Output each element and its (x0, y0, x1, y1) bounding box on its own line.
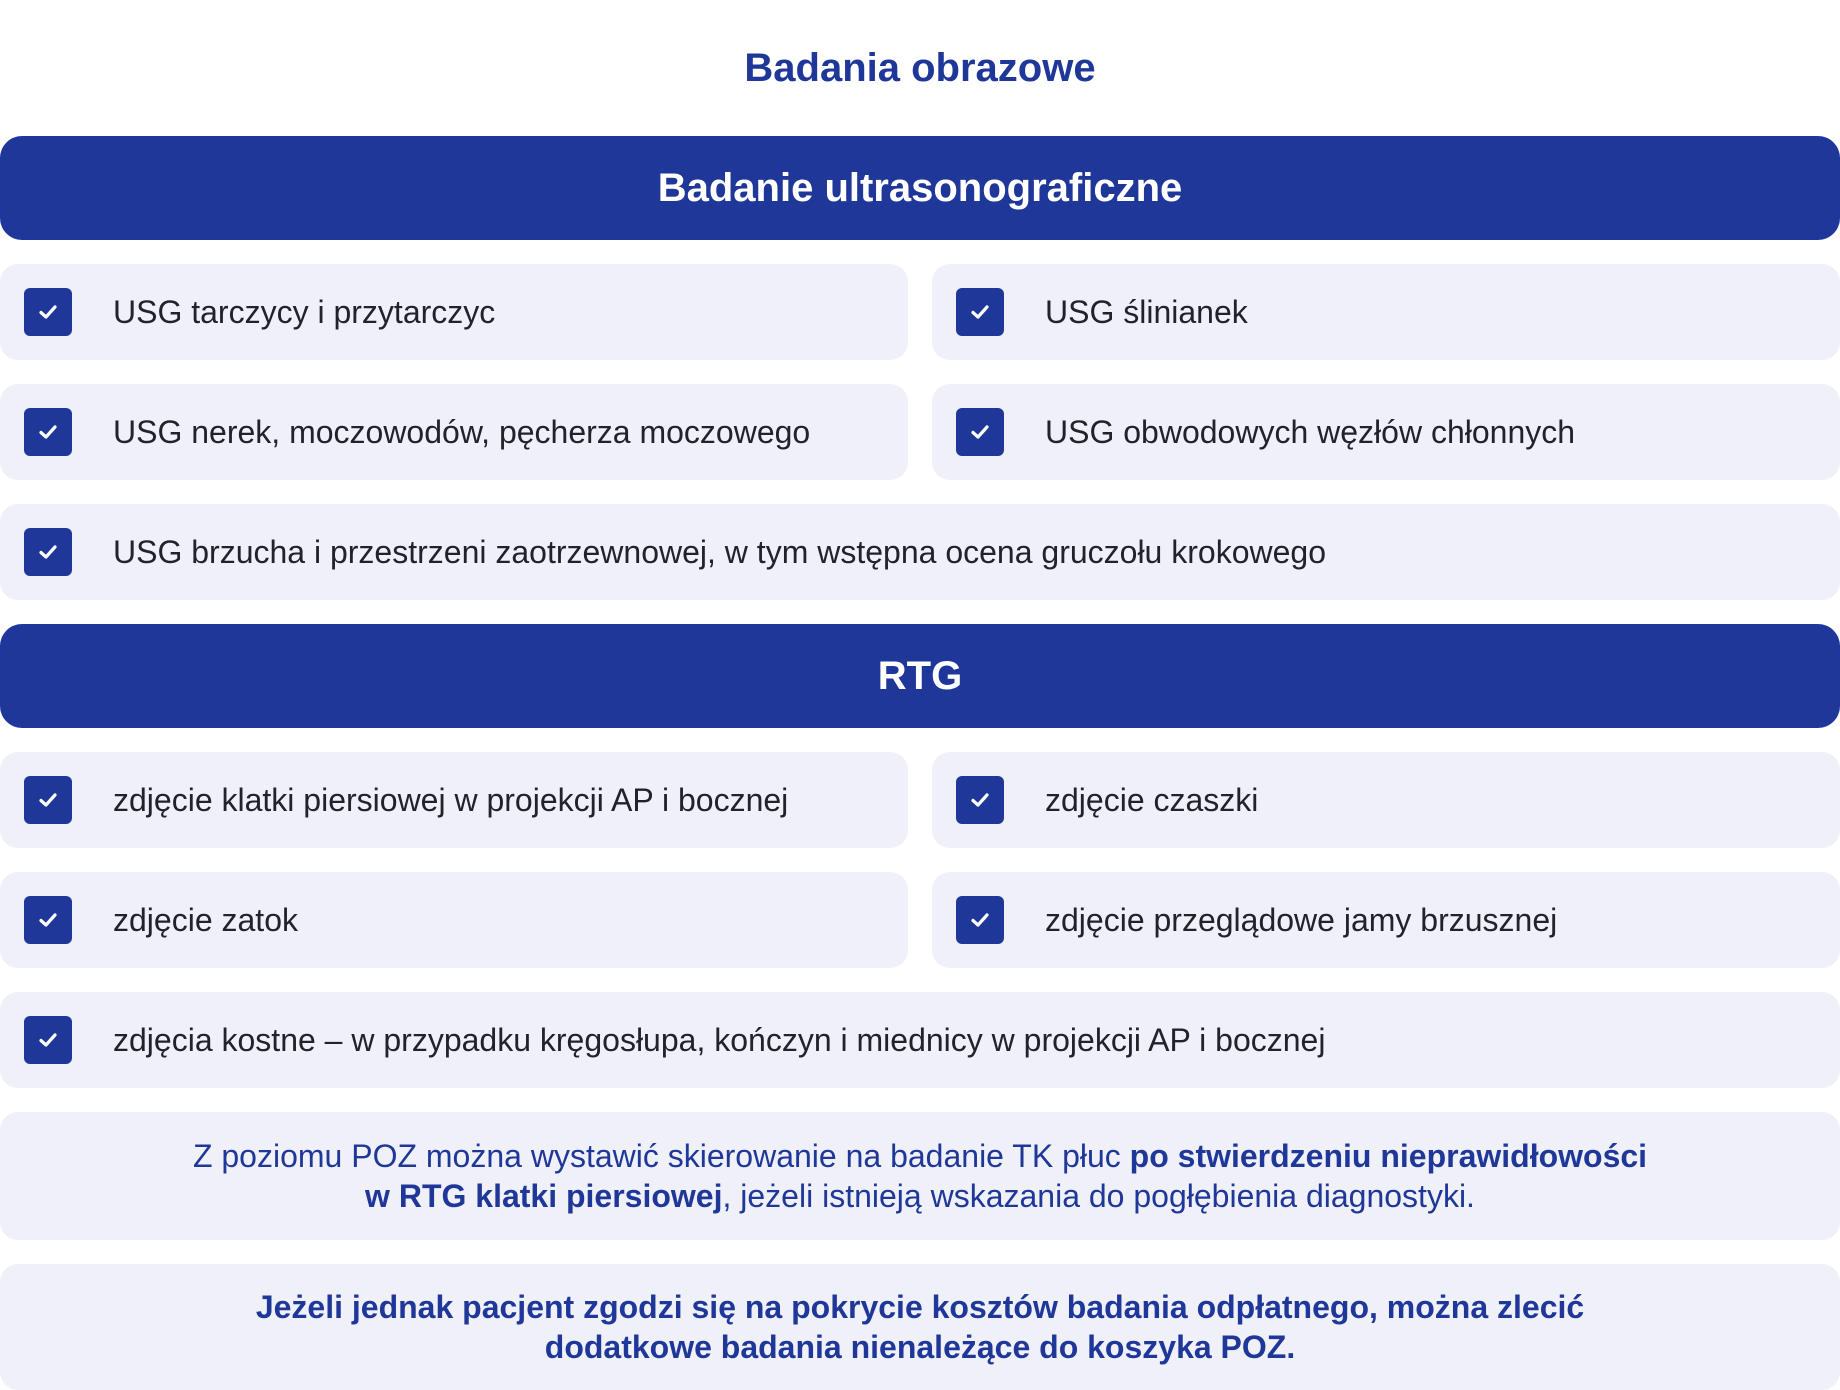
note-line (193, 1136, 1647, 1176)
note-line: Jeżeli jednak pacjent zgodzi się na pokrycie kosztów badania odpłatnego, można zlecić (255, 1289, 1585, 1325)
check-icon (956, 288, 1004, 336)
list-item-label: zdjęcie czaszki (1045, 781, 1259, 818)
list-item (0, 992, 1840, 1088)
list-item (932, 264, 1840, 360)
list-item-label: zdjęcia kostne – w przypadku kręgosłupa, kończyn i miednicy w projekcji AP i bocznej (113, 1021, 1326, 1058)
list-item-label: zdjęcie klatki piersiowej w projekcji AP i bocznej (113, 781, 789, 818)
list-item-label: USG ślinianek (1045, 293, 1248, 330)
note-bold-text: po stwierdzeniu nieprawidłowości (1129, 1138, 1648, 1174)
check-icon (956, 408, 1004, 456)
check-icon (956, 896, 1004, 944)
list-item (0, 264, 908, 360)
list-item (932, 872, 1840, 968)
check-icon (24, 776, 72, 824)
list-item (0, 752, 908, 848)
list-item (932, 384, 1840, 480)
check-icon (24, 288, 72, 336)
list-item-label: USG brzucha i przestrzeni zaotrzewnowej, w tym wstępna ocena gruczołu krokowego (113, 533, 1326, 570)
check-icon (956, 776, 1004, 824)
list-item-label: USG obwodowych węzłów chłonnych (1045, 413, 1576, 450)
note-line (365, 1176, 1475, 1216)
list-item (0, 384, 908, 480)
list-item (0, 872, 908, 968)
note-text: Z poziomu POZ można wystawić skierowanie na badanie TK płuc (192, 1138, 1130, 1174)
note-tk-referral (0, 1112, 1840, 1240)
note-paid-tests (0, 1264, 1840, 1390)
section-header-rtg: RTG (0, 624, 1840, 728)
list-item (932, 752, 1840, 848)
list-item (0, 504, 1840, 600)
check-icon (24, 528, 72, 576)
note-text: , jeżeli istnieją wskazania do pogłębienia diagnostyki. (722, 1178, 1475, 1214)
page-title: Badania obrazowe (744, 46, 1096, 90)
check-icon (24, 896, 72, 944)
list-item-label: USG tarczycy i przytarczyc (113, 293, 496, 330)
note-line: dodatkowe badania nienależące do koszyka POZ. (544, 1329, 1296, 1365)
section-header-usg: Badanie ultrasonograficzne (0, 136, 1840, 240)
list-item-label: zdjęcie przeglądowe jamy brzusznej (1045, 901, 1558, 938)
check-icon (24, 1016, 72, 1064)
note-bold-text: w RTG klatki piersiowej (365, 1178, 723, 1214)
list-item-label: USG nerek, moczowodów, pęcherza moczowego (113, 413, 811, 450)
list-item-label: zdjęcie zatok (113, 901, 298, 938)
check-icon (24, 408, 72, 456)
